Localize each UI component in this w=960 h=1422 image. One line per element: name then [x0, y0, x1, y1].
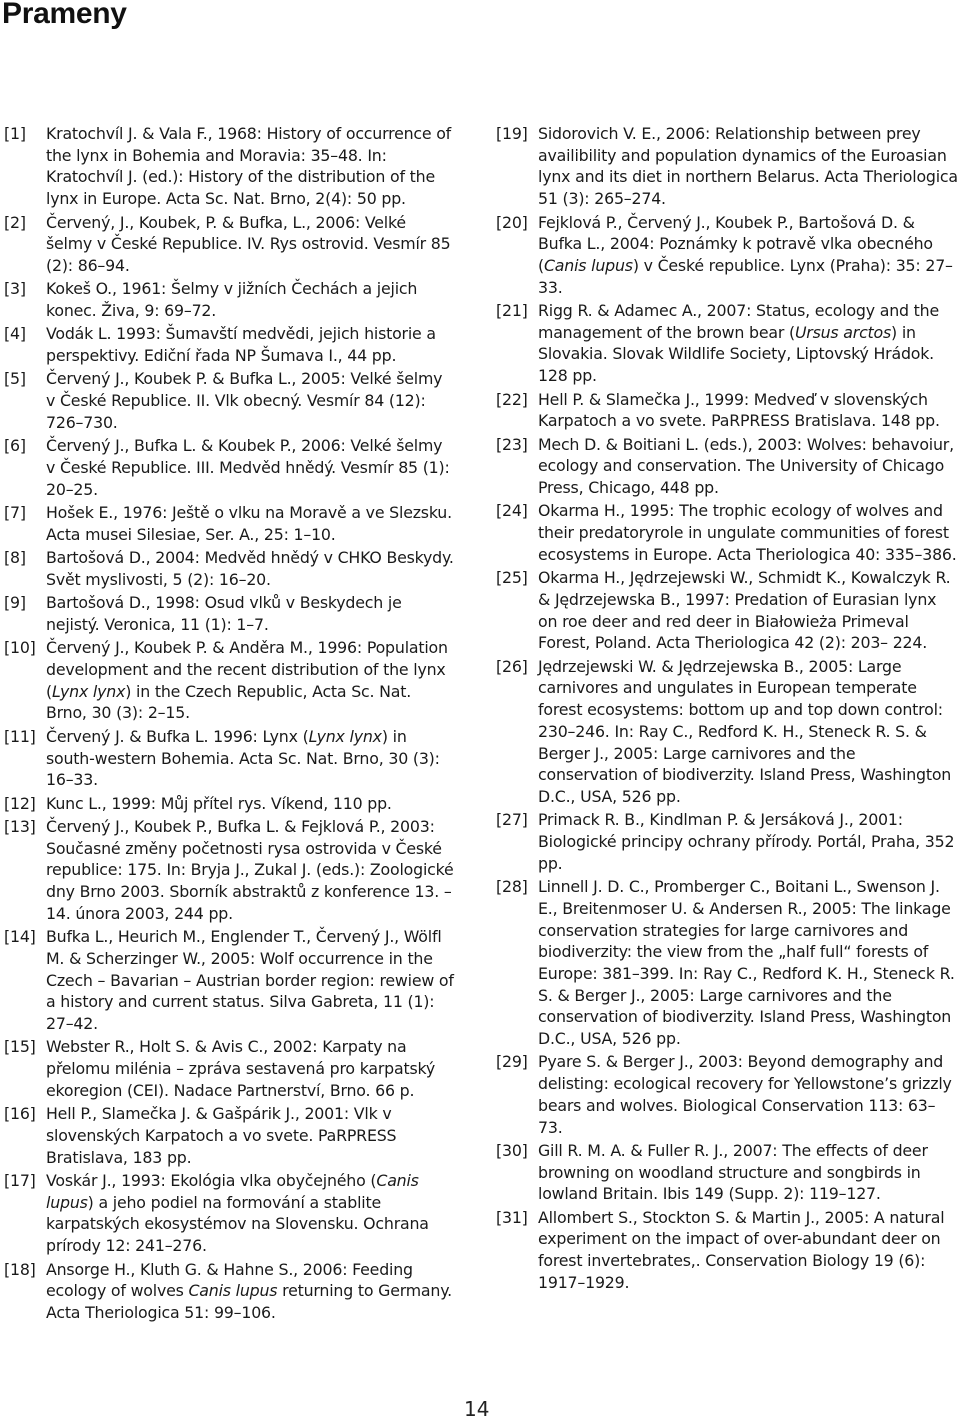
- reference-item: [496, 656, 958, 808]
- reference-item: [496, 212, 958, 299]
- reference-item: [4, 368, 456, 433]
- reference-segment: ) in the Czech Republic, Acta Sc. Nat. Brno, 30 (3): 2–15.: [46, 681, 412, 723]
- reference-segment: Okarma H., 1995: The trophic ecology of wolves and their predatoryrole in ungulate communities of forest ecosystems in Europe. Acta Theriologica 40: 335–386.: [538, 501, 957, 564]
- reference-item: [496, 567, 958, 654]
- reference-number: [7]: [4, 503, 26, 523]
- reference-number: [26]: [496, 656, 528, 676]
- reference-segment: Bufka L., Heurich M., Englender T., Červený J., Wölfl M. & Scherzinger W., 2005: Wolf occurrence in the Czech – Bavarian – Austrian border region: rewiew of a history and current status. Silva Gabreta, 11 (1): 27–42.: [46, 927, 454, 1034]
- reference-number: [1]: [4, 124, 26, 143]
- reference-text: [46, 435, 456, 500]
- reference-item: [496, 1051, 958, 1138]
- reference-text: [46, 816, 456, 925]
- reference-text: [46, 726, 456, 791]
- reference-segment: Gill R. M. A. & Fuller R. J., 2007: The effects of deer browning on woodland structure and songbirds in lowland Britain. Ibis 149 (Supp. 2): 119–127.: [538, 1140, 928, 1204]
- reference-text: [46, 502, 456, 545]
- reference-number: [27]: [496, 810, 528, 830]
- reference-number: [9]: [4, 593, 26, 613]
- page-number: 14: [464, 1397, 490, 1421]
- reference-number: [23]: [496, 434, 528, 454]
- reference-text: [538, 500, 958, 565]
- reference-number: [25]: [496, 568, 528, 588]
- reference-segment: ) v České republice. Lynx (Praha): 35: 27–33.: [538, 255, 953, 297]
- reference-text: [538, 876, 958, 1050]
- reference-italic-segment: Lynx lynx: [51, 681, 126, 701]
- reference-text: [46, 1259, 456, 1324]
- reference-text: [538, 567, 958, 654]
- reference-number: [2]: [4, 212, 26, 232]
- reference-text: [46, 793, 456, 815]
- reference-segment: Ansorge H., Kluth G. & Hahne S., 2006: Feeding ecology of wolves: [46, 1259, 413, 1301]
- reference-text: [46, 123, 456, 210]
- reference-number: [12]: [4, 793, 36, 813]
- reference-segment: ) in Slovakia. Slovak Wildlife Society, Liptovský Hrádok. 128 pp.: [538, 322, 934, 386]
- reference-item: [4, 502, 456, 545]
- reference-number: [31]: [496, 1207, 528, 1227]
- reference-number: [4]: [4, 324, 26, 344]
- reference-text: [538, 1207, 958, 1294]
- reference-number: [14]: [4, 927, 36, 947]
- reference-text: [538, 656, 958, 808]
- reference-text: [46, 323, 456, 366]
- reference-text: [46, 1036, 456, 1101]
- reference-item: [4, 278, 456, 321]
- reference-item: [496, 123, 958, 210]
- reference-segment: Okarma H., Jędrzejewski W., Schmidt K., Kowalczyk R. & Jędrzejewska B., 1997: Predation of Eurasian lynx on roe deer and red deer in Białowieża Primeval Forest, Poland. Acta Theriologica 42 (2): 203– 224.: [538, 568, 951, 653]
- reference-segment: Bartošová D., 2004: Medvěd hnědý v CHKO Beskydy. Svět myslivosti, 5 (2): 16–20.: [46, 548, 454, 589]
- reference-segment: Červený J., Koubek P. & Anděra M., 1996: Population development and the recent distribution of the lynx (: [46, 638, 448, 701]
- reference-item: [4, 212, 456, 277]
- reference-number: [17]: [4, 1171, 36, 1191]
- reference-number: [22]: [496, 389, 528, 409]
- reference-text: [46, 212, 456, 277]
- reference-text: [538, 434, 958, 499]
- reference-item: [4, 926, 456, 1035]
- reference-segment: Červený J., Bufka L. & Koubek P., 2006: Velké šelmy v České Republice. III. Medvěd hnědý. Vesmír 85 (1): 20–25.: [46, 436, 450, 499]
- reference-text: [538, 123, 958, 210]
- reference-number: [30]: [496, 1140, 528, 1160]
- reference-number: [29]: [496, 1052, 528, 1072]
- reference-number: [3]: [4, 279, 26, 299]
- reference-segment: Sidorovich V. E., 2006: Relationship between prey availibility and population dynamics of the Euroasian lynx and its diet in northern Belarus. Acta Theriologica 51 (3): 265–274.: [538, 124, 958, 209]
- reference-segment: Rigg R. & Adamec A., 2007: Status, ecology and the management of the brown bear (: [538, 301, 939, 342]
- reference-item: [496, 1207, 958, 1294]
- reference-item: [4, 435, 456, 500]
- reference-item: [4, 726, 456, 791]
- reference-italic-segment: Canis lupus: [543, 255, 633, 275]
- reference-segment: returning to Germany. Acta Theriologica 51: 99–106.: [46, 1281, 452, 1322]
- reference-number: [15]: [4, 1037, 36, 1057]
- reference-number: [16]: [4, 1104, 36, 1124]
- reference-segment: Vodák L. 1993: Šumavští medvědi, jejich historie a perspektivy. Ediční řada NP Šumava I., 44 pp.: [46, 324, 436, 366]
- reference-item: [496, 500, 958, 565]
- reference-segment: Webster R., Holt S. & Avis C., 2002: Karpaty na přelomu milénia – zpráva sestavená pro karpatský ekoregion (CEI). Nadace Partnerství, Brno. 66 p.: [46, 1037, 436, 1100]
- reference-segment: Jędrzejewski W. & Jędrzejewska B., 2005: Large carnivores and ungulates in European temperate forest ecosystems: bottom up and top down control: 230–246. In: Ray C., Redford K. H., Steneck R. S. & Berger J., 2005: Large carnivores and the conservation of biodiverzity. Island Press, Washington D.C., USA, 526 pp.: [538, 656, 952, 806]
- reference-item: [4, 637, 456, 724]
- reference-item: [496, 1140, 958, 1205]
- references-left-column: [4, 123, 456, 1325]
- reference-text: [46, 926, 456, 1035]
- reference-segment: ) a jeho podiel na formování a stablite karpatských ekosystémov na Slovensku. Ochrana prírody 12: 241–276.: [46, 1192, 429, 1256]
- reference-text: [46, 1103, 456, 1168]
- reference-item: [496, 389, 958, 432]
- reference-segment: Primack R. B., Kindlman P. & Jersáková J., 2001: Biologické principy ochrany přírody. Portál, Praha, 352 pp.: [538, 810, 955, 873]
- reference-item: [496, 809, 958, 874]
- reference-segment: Hell P., Slamečka J. & Gašpárik J., 2001: Vlk v slovenských Karpatoch a vo svete. PaRPRESS Bratislava, 183 pp.: [46, 1104, 397, 1167]
- reference-text: [538, 1051, 958, 1138]
- reference-italic-segment: Lynx lynx: [308, 726, 382, 746]
- reference-number: [18]: [4, 1259, 36, 1279]
- reference-item: [4, 323, 456, 366]
- reference-segment: Hell P. & Slamečka J., 1999: Medveď v slovenských Karpatoch a vo svete. PaRPRESS Bratislava. 148 pp.: [538, 389, 940, 431]
- reference-segment: Mech D. & Boitiani L. (eds.), 2003: Wolves: behavoiur, ecology and conservation. The University of Chicago Press, Chicago, 448 pp.: [538, 434, 954, 497]
- reference-item: [496, 434, 958, 499]
- reference-text: [46, 278, 456, 321]
- reference-number: [24]: [496, 501, 528, 521]
- reference-segment: Pyare S. & Berger J., 2003: Beyond demography and delisting: ecological recovery for Yellowstone’s grizzly bears and wolves. Biological Conservation 113: 63–73.: [538, 1052, 952, 1137]
- reference-text: [46, 368, 456, 433]
- reference-item: [4, 1103, 456, 1168]
- reference-number: [11]: [4, 726, 36, 746]
- reference-item: [4, 592, 456, 635]
- reference-item: [4, 793, 456, 815]
- page-title: Prameny: [2, 0, 127, 30]
- reference-item: [4, 1036, 456, 1101]
- reference-number: [21]: [496, 301, 528, 320]
- reference-italic-segment: Canis lupus: [188, 1281, 278, 1301]
- reference-segment: Červený J., Koubek P., Bufka L. & Fejklová P., 2003: Současné změny početnosti rysa ostrovida v České republice: 175. In: Bryja J., Zukal J. (eds.): Zoologické dny Brno 2003. Sborník abstraktů z konference 13. – 14. února 2003, 244 pp.: [46, 817, 454, 923]
- reference-item: [4, 1170, 456, 1257]
- reference-item: [496, 300, 958, 387]
- reference-text: [46, 637, 456, 724]
- reference-number: [13]: [4, 817, 36, 837]
- reference-number: [10]: [4, 638, 36, 658]
- reference-item: [4, 1259, 456, 1324]
- reference-italic-segment: Ursus arctos: [794, 322, 892, 342]
- references-right-column: [496, 123, 958, 1295]
- reference-text: [538, 1140, 958, 1205]
- reference-text: [46, 1170, 456, 1257]
- reference-italic-segment: Canis lupus: [46, 1171, 419, 1212]
- reference-segment: Červený, J., Koubek, P. & Bufka, L., 2006: Velké šelmy v České Republice. IV. Rys ostrovid. Vesmír 85 (2): 86–94.: [46, 212, 451, 275]
- reference-segment: Kratochvíl J. & Vala F., 1968: History of occurrence of the lynx in Bohemia and Moravia: 35–48. In: Kratochvíl J. (ed.): History of the distribution of the lynx in Europe. Acta Sc. Nat. Brno, 2(4): 50 pp.: [46, 124, 452, 209]
- reference-segment: Linnell J. D. C., Promberger C., Boitani L., Swenson J. E., Breitenmoser U. & Andersen R., 2005: The linkage conservation strategies for large carnivores and biodiverzity: the view from the „half full“ forests of Europe: 381–399. In: Ray C., Redford K. H., Steneck R. S. & Berger J., 2005: Large carnivores and the conservation of biodiverzity. Island Press, Washington D.C., USA, 526 pp.: [538, 877, 955, 1049]
- reference-segment: Voskár J., 1993: Ekológia vlka obyčejného (: [46, 1171, 377, 1191]
- reference-text: [46, 547, 456, 590]
- reference-text: [538, 300, 958, 387]
- reference-item: [4, 123, 456, 210]
- reference-segment: Hošek E., 1976: Ještě o vlku na Moravě a ve Slezsku. Acta musei Silesiae, Ser. A., 25: 1–10.: [46, 503, 452, 544]
- reference-segment: Kunc L., 1999: Můj přítel rys. Víkend, 110 pp.: [46, 793, 392, 813]
- reference-item: [496, 876, 958, 1050]
- reference-segment: ) in south-western Bohemia. Acta Sc. Nat. Brno, 30 (3): 16–33.: [46, 726, 440, 790]
- reference-segment: Červený J., Koubek P. & Bufka L., 2005: Velké šelmy v České Republice. II. Vlk obecný. Vesmír 84 (12): 726–730.: [46, 369, 443, 432]
- reference-segment: Allombert S., Stockton S. & Martin J., 2005: A natural experiment on the impact of over-abundant deer on forest invertebrates,. Conservation Biology 19 (6): 1917–1929.: [538, 1207, 945, 1292]
- reference-number: [8]: [4, 548, 26, 568]
- reference-segment: Červený J. & Bufka L. 1996: Lynx (: [46, 726, 309, 746]
- reference-number: [20]: [496, 212, 528, 232]
- reference-item: [4, 816, 456, 925]
- reference-number: [28]: [496, 877, 528, 897]
- reference-segment: Bartošová D., 1998: Osud vlků v Beskydech je nejistý. Veronica, 11 (1): 1–7.: [46, 593, 402, 634]
- reference-text: [538, 809, 958, 874]
- reference-item: [4, 547, 456, 590]
- reference-segment: Kokeš O., 1961: Šelmy v jižních Čechách a jejich konec. Živa, 9: 69–72.: [46, 279, 418, 320]
- reference-text: [538, 212, 958, 299]
- reference-text: [46, 592, 456, 635]
- reference-number: [5]: [4, 369, 26, 389]
- reference-number: [6]: [4, 436, 26, 456]
- reference-segment: Fejklová P., Červený J., Koubek P., Bartošová D. & Bufka L., 2004: Poznámky k potravě vlka obecného (: [538, 212, 933, 275]
- reference-text: [538, 389, 958, 432]
- reference-number: [19]: [496, 124, 528, 143]
